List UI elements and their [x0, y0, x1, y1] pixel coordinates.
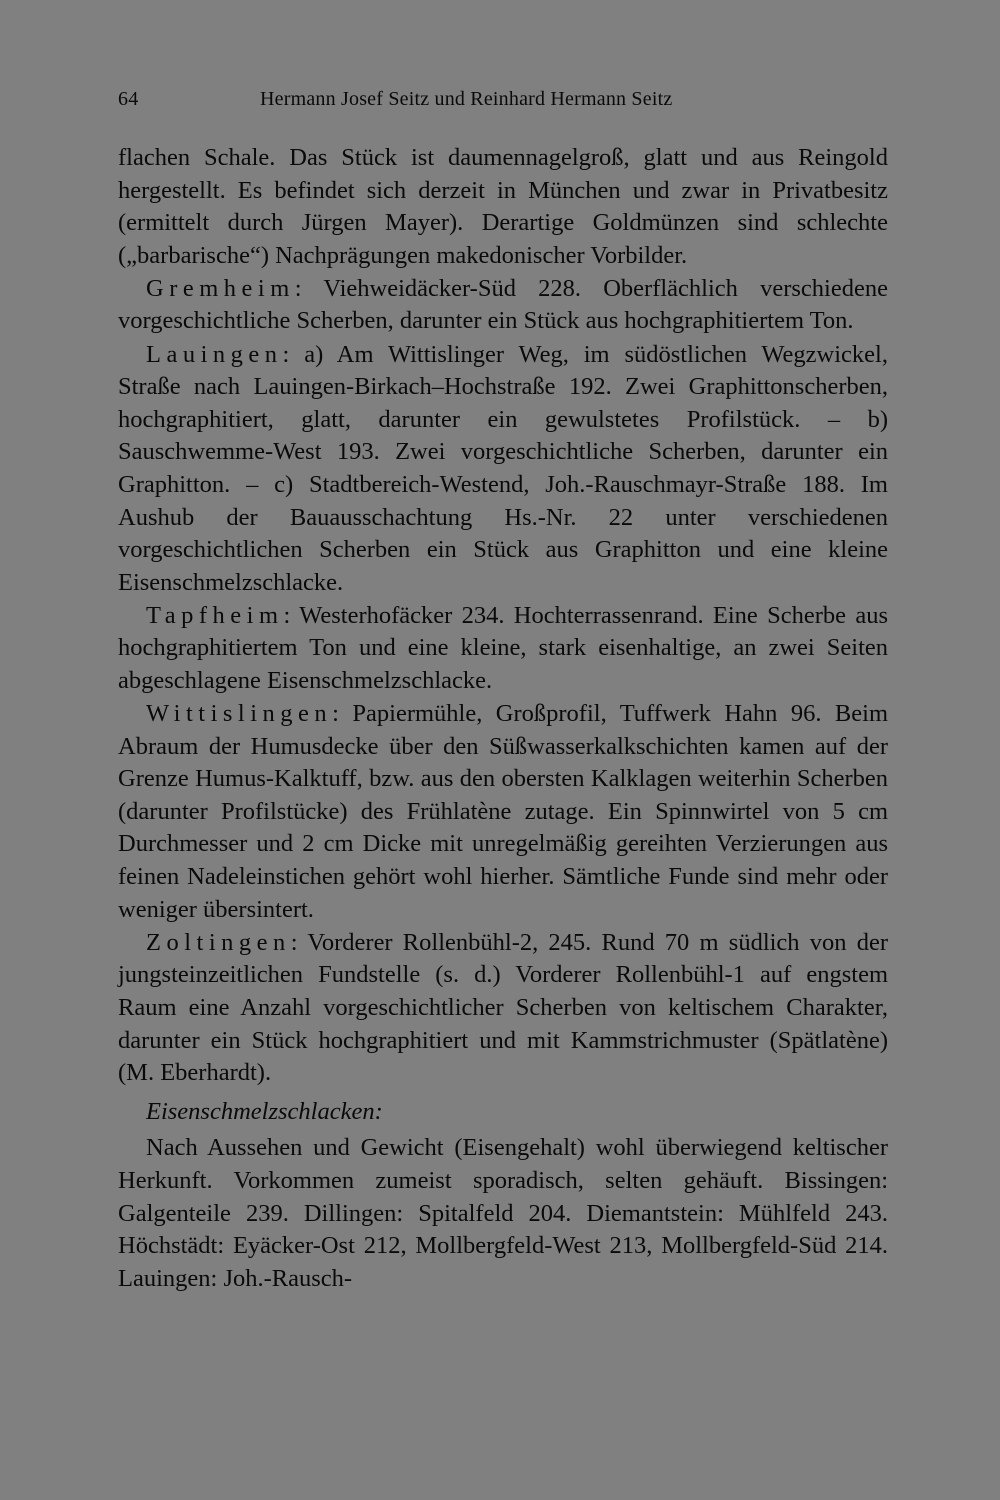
paragraph-text: : Westerhofäcker 234. Hochterrassenrand. Eine Scherbe aus hochgraphitiertem Ton und eine kleine, stark eisenhaltige, an zwei Seiten abgeschlagene Eisenschmelzschlacke.: [118, 601, 888, 694]
paragraph-text: : Viehweidäcker-Süd 228. Oberflächlich verschiedene vorgeschichtliche Scherben, darunter ein Stück aus hochgraphitiertem Ton.: [118, 274, 888, 335]
page-number: 64: [118, 88, 139, 110]
paragraph-wittislingen: [118, 698, 888, 926]
body-text: [118, 142, 888, 1296]
paragraph-text: : Papiermühle, Großprofil, Tuffwerk Hahn 96. Beim Abraum der Humusdecke über den Süßwasserkalkschichten kamen auf der Grenze Humus-Kalktuff, bzw. aus den obersten Kalklagen weiterhin Scherben (darunter Profilstücke) des Frühlatène zutage. Ein Spinnwirtel von 5 cm Durchmesser und 2 cm Dicke mit unregelmäßig gereihten Verzierungen aus feinen Nadeleinstichen gehört wohl hierher. Sämtliche Funde sind mehr oder weniger übersintert.: [118, 700, 888, 923]
place-name: Gremheim: [146, 274, 295, 302]
running-head: Hermann Josef Seitz und Reinhard Hermann Seitz: [260, 88, 673, 110]
paragraph-lauingen: [118, 339, 888, 600]
paragraph-eisenschmelzschlacken: [118, 1132, 888, 1295]
paragraph-continued: [118, 142, 888, 272]
page-header: [118, 88, 888, 118]
paragraph-text: : a) Am Wittislinger Weg, im südöstlichen Wegzwickel, Straße nach Lauingen-Birkach–Hochstraße 192. Zwei Graphittonscherben, hochgraphitiert, glatt, darunter ein gewulstetes Profilstück. – b) Sauschwemme-West 193. Zwei vorgeschichtliche Scherben, darunter ein Graphitton. – c) Stadtbereich-Westend, Joh.-Rauschmayr-Straße 188. Im Aushub der Bauausschachtung Hs.-Nr. 22 unter verschiedenen vorgeschichtlichen Scherben ein Stück aus Graphitton und eine kleine Eisenschmelzschlacke.: [118, 340, 888, 596]
place-name: Zoltingen: [146, 928, 291, 956]
paragraph-text: flachen Schale. Das Stück ist daumennagelgroß, glatt und aus Reingold hergestellt. Es befindet sich derzeit in München und zwar in Privatbesitz (ermittelt durch Jürgen Mayer). Derartige Goldmünzen sind schlechte („barbarische“) Nachprägungen makedonischer Vorbilder.: [118, 144, 888, 269]
place-name: Lauingen: [146, 340, 283, 368]
paragraph-zoltingen: [118, 927, 888, 1090]
section-heading: Eisenschmelzschlacken:: [146, 1097, 383, 1125]
place-name: Tapfheim: [146, 601, 284, 629]
place-name: Wittislingen: [146, 700, 333, 728]
paragraph-text: : Vorderer Rollenbühl-2, 245. Rund 70 m südlich von der jungsteinzeitlichen Fundstelle (s. d.) Vorderer Rollenbühl-1 auf engstem Raum eine Anzahl vorgeschichtlicher Scherben von keltischem Charakter, darunter ein Stück hochgraphitiert und mit Kammstrichmuster (Spätlatène) (M. Eberhardt).: [118, 928, 888, 1087]
paragraph-tapfheim: [118, 600, 888, 698]
paragraph-gremheim: [118, 273, 888, 338]
paragraph-text: Nach Aussehen und Gewicht (Eisengehalt) wohl überwiegend keltischer Herkunft. Vorkommen zumeist sporadisch, selten gehäuft. Bissingen: Galgenteile 239. Dillingen: Spitalfeld 204. Diemantstein: Mühlfeld 243. Höchstädt: Eyäcker-Ost 212, Mollbergfeld-West 213, Mollbergfeld-Süd 214. Lauingen: Joh.-Rausch-: [118, 1134, 888, 1292]
